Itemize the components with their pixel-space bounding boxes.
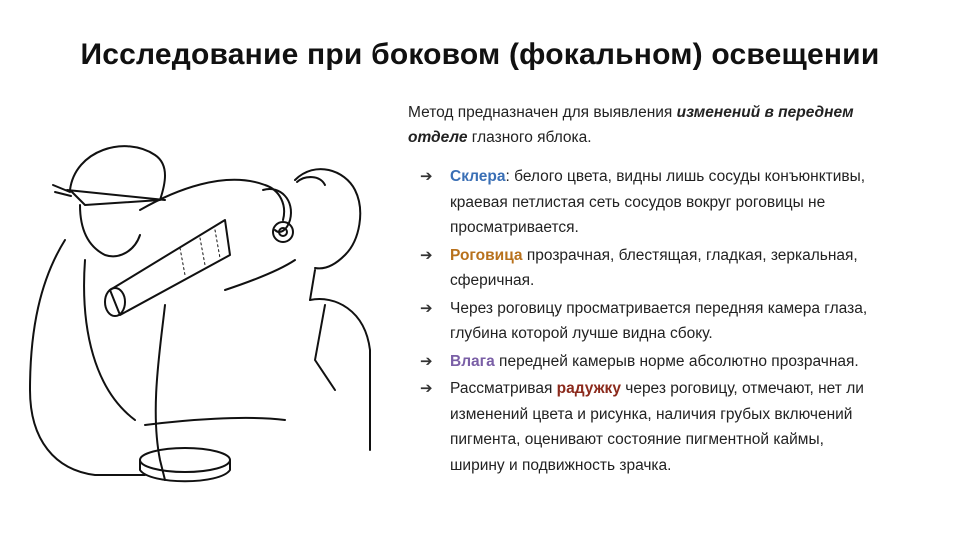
bullet-text: : белого цвета, видны лишь сосуды конъюнктивы, краевая петлистая сеть сосудов вокруг роговицы не просматривается. [450,168,866,236]
patient-head [295,169,360,268]
arrow-right-icon: ➔ [420,352,433,370]
bullet-item [408,164,878,241]
intro-text [408,100,878,150]
intro-part-1: Метод предназначен для выявления [408,104,677,121]
lamp-stand [156,305,165,480]
bullet-text: Через роговицу просматривается передняя камера глаза, глубина которой лучше видна сбоку. [450,299,868,342]
arrow-right-icon: ➔ [420,246,433,264]
arrow-right-icon: ➔ [420,168,433,185]
term-aqueous: Влага [450,352,495,370]
bullet-text: прозрачная, блестящая, гладкая, зеркальная, сферичная. [450,246,858,289]
focal-illumination-illustration [25,130,375,530]
doctor-body [30,240,145,475]
bullet-text: через роговицу, отмечают, нет ли изменений цвета и рисунка, наличия грубых включений пигмента, оценивают состояние пигментной каймы, ширину и подвижность зрачка. [450,380,864,474]
lamp-cone [110,220,230,315]
bullet-text: передней камерыв норме абсолютно прозрачная. [494,352,859,370]
bullet-item [408,243,878,294]
doctor-cap [70,146,165,205]
intro-part-2: глазного яблока. [467,129,592,146]
bullet-prefix: Рассматривая [450,380,557,397]
doctor-head [80,205,140,256]
arrow-right-icon: ➔ [420,380,433,397]
arrow-right-icon: ➔ [420,299,433,317]
term-iris: радужку [556,380,621,397]
bullet-item [408,349,878,375]
patient-body [310,299,370,450]
content-panel [408,100,878,480]
term-sclera: Склера [450,168,506,185]
bullet-item [408,376,878,478]
page-title: Исследование при боковом (фокальном) освещении [80,38,880,71]
term-cornea: Роговица [450,246,523,264]
bullet-item [408,296,878,347]
bullet-list [408,164,878,478]
intro-emphasis: изменений в переднем отделе [408,104,854,146]
